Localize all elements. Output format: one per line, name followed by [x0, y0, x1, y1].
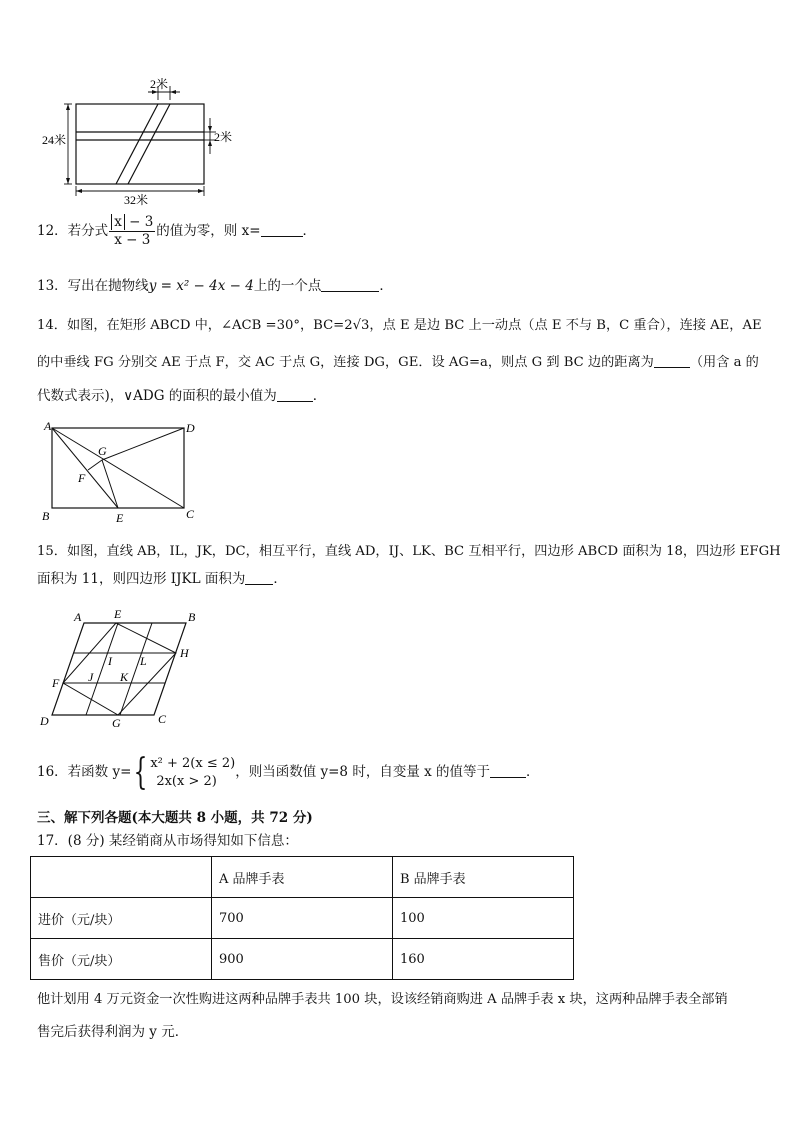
- field-rectangle: [76, 104, 204, 184]
- q16-brace: {: [134, 751, 148, 793]
- label-b: B: [42, 509, 50, 523]
- q16-piece-2: 2x(x > 2): [156, 773, 217, 789]
- q13-suffix: 上的一个点: [253, 278, 322, 294]
- question-14-line-2: [37, 353, 759, 373]
- q16-suffix: ，则当函数值 y=8 时，自变量 x 的值等于: [235, 764, 491, 780]
- q15-line2-b: ．: [273, 571, 287, 587]
- q14-line2-a: 的中垂线 FG 分别交 AE 于点 F，交 AC 于点 G，连接 DG，GE．设 AG=a，则点 G 到 BC 边的距离为: [37, 355, 654, 370]
- label-g: G: [98, 444, 107, 458]
- q12-abs: x: [111, 214, 125, 230]
- label-d: D: [186, 421, 195, 435]
- table-cell: 100: [393, 898, 574, 939]
- table-cell: 售价（元/块）: [31, 939, 212, 980]
- q12-fraction: [109, 214, 155, 249]
- q12-prefix: 12．若分式: [37, 223, 109, 239]
- parallelogram-figure: [36, 605, 206, 730]
- table-row: [31, 939, 574, 980]
- q16-prefix: 16．若函数 y=: [37, 764, 132, 780]
- label-k: K: [120, 670, 129, 684]
- q14-answer-blank-2[interactable]: [277, 387, 313, 402]
- q13-answer-blank[interactable]: [321, 277, 379, 292]
- label-l: L: [140, 654, 147, 668]
- label-c: C: [186, 507, 195, 521]
- q16-end: ．: [526, 764, 540, 780]
- label-b: B: [188, 610, 196, 624]
- label-f: F: [78, 471, 86, 485]
- question-13: [37, 276, 393, 296]
- label-e: E: [116, 511, 124, 525]
- question-17-intro: 17．(8 分) 某经销商从市场得知如下信息：: [37, 833, 298, 849]
- label-a: A: [44, 419, 52, 433]
- table-header-row: [31, 857, 574, 898]
- q16-answer-blank[interactable]: [490, 763, 526, 778]
- q16-piece-1: x² + 2(x ≤ 2): [150, 755, 236, 771]
- bottom-width-label: 32米: [124, 193, 149, 207]
- q15-line2-a: 面积为 11，则四边形 IJKL 面积为: [37, 571, 246, 587]
- q14-line3-b: ．: [312, 388, 327, 404]
- q14-line3-a: 代数式表示)，∨ADG 的面积的最小值为: [37, 388, 277, 404]
- table-cell: 900: [212, 939, 393, 980]
- table-cell: 160: [393, 939, 574, 980]
- q16-pieces: [150, 755, 235, 791]
- question-14-line-3: [37, 386, 326, 406]
- q12-answer-blank[interactable]: [261, 222, 303, 237]
- q14-answer-blank-1[interactable]: [654, 353, 690, 368]
- price-table: [30, 856, 574, 980]
- q15-answer-blank[interactable]: [245, 570, 273, 585]
- label-h: H: [180, 646, 189, 660]
- road-figure: [40, 78, 260, 208]
- table-header-cell: B 品牌手表: [393, 857, 574, 898]
- right-width-label: 2米: [214, 130, 233, 144]
- section-heading: 三、解下列各题(本大题共 8 小题，共 72 分): [37, 810, 313, 826]
- question-14-line-1: 14．如图，在矩形 ABCD 中，∠ACB =30°，BC=2√3，点 E 是边 BC 上一动点（点 E 不与 B，C 重合），连接 AE，AE: [37, 318, 762, 333]
- label-i: I: [108, 654, 112, 668]
- table-row: [31, 898, 574, 939]
- rectangle-abcd-figure: [36, 418, 206, 528]
- table-cell: 进价（元/块）: [31, 898, 212, 939]
- question-16: [37, 752, 540, 792]
- label-d: D: [40, 714, 49, 728]
- question-17-text-1: 他计划用 4 万元资金一次性购进这两种品牌手表共 100 块，设该经销商购进 A 品牌手表 x 块，这两种品牌手表全部销: [37, 992, 728, 1007]
- table-header-cell: A 品牌手表: [212, 857, 393, 898]
- q13-prefix: 13．写出在抛物线: [37, 278, 149, 294]
- table-header-cell: [31, 857, 212, 898]
- label-g: G: [112, 716, 121, 730]
- q13-end: ．: [379, 278, 393, 294]
- q12-denominator: x − 3: [114, 232, 151, 248]
- label-e: E: [114, 607, 122, 621]
- label-c: C: [158, 712, 167, 726]
- top-width-label: 2米: [150, 78, 169, 91]
- q12-end: ．: [302, 223, 317, 239]
- table-cell: 700: [212, 898, 393, 939]
- left-height-label: 24米: [42, 133, 67, 147]
- q12-suffix: 的值为零，则 x=: [156, 223, 261, 239]
- q14-line2-b: （用含 a 的: [689, 355, 759, 370]
- question-15-line-1: 15．如图，直线 AB，IL，JK，DC，相互平行，直线 AD，IJ、LK、BC 互相平行，四边形 ABCD 面积为 18，四边形 EFGH: [37, 544, 781, 559]
- question-17-text-2: 售完后获得利润为 y 元．: [37, 1024, 189, 1040]
- q12-num-rest: − 3: [124, 214, 154, 230]
- question-15-line-2: [37, 569, 287, 589]
- q13-formula: y = x² − 4x − 4: [148, 278, 254, 294]
- label-a: A: [74, 610, 82, 624]
- label-j: J: [88, 670, 94, 684]
- label-f: F: [52, 676, 60, 690]
- question-12: [37, 214, 316, 249]
